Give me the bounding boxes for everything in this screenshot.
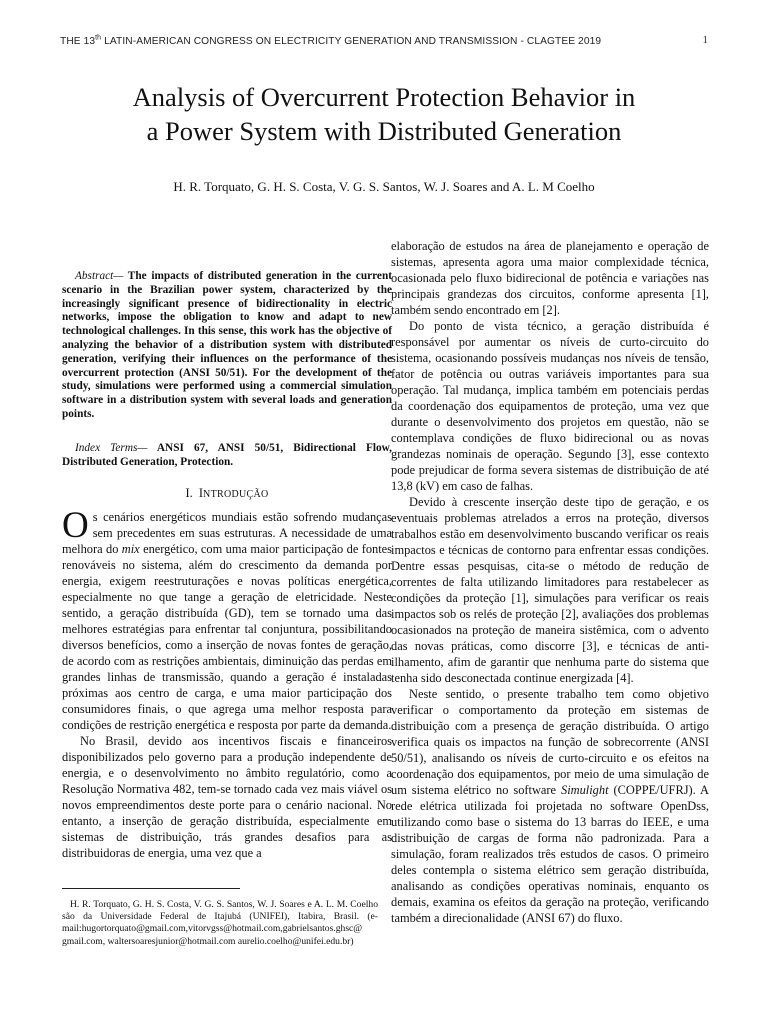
intro-paragraph-1: Os cenários energéticos mundiais estão sofrendo mudanças sem precedentes em suas estruturas. A necessidade de uma melhora do mix energético, com uma maior participação de fontes renováveis no sistema, além do crescimento da demanda por energia, exigem reestruturações e novas políticas energética, especialmente no que tange a geração de eletricidade. Neste sentido, a geração distribuída (GD), tem se tornado uma das melhores estratégias para enfrentar tal conjuntura, possibilitando diversos benefícios, como a inserção de novas fontes de geração, de acordo com as restrições ambientais, diminuição das perdas em grandes linhas de transmissão, quando a geração é instaladas próximas aos centro de carga, e uma maior participação dos consumidores finais, o que agrega uma melhor resposta para condições de restrição energética e resposta por parte da demanda.: [62, 505, 392, 733]
title-line-2: a Power System with Distributed Generation: [146, 116, 622, 146]
index-terms-text: ANSI 67, ANSI 50/51, Bidirectional Flow, Distributed Generation, Protection.: [62, 441, 392, 468]
abstract-text: The impacts of distributed generation in the current scenario in the Brazilian power system, characterized by the increasingly significant presence of bidirectionality in electric networks, impose the obligation to know and adapt to new technological challenges. In this sense, this work has the objective of analyzing the behavior of a distribution system with distributed generation, verifying their influences on the performance of the overcurrent protection (ANSI 50/51). For the development of the study, simulations were performed using a commercial simulation software in a distribution system with several loads and generation points.: [62, 270, 392, 420]
header-text: THE 13th LATIN-AMERICAN CONGRESS ON ELECTRICITY GENERATION AND TRANSMISSION - CLAGTEE 2019: [60, 35, 602, 48]
running-header: [60, 35, 708, 47]
index-terms: [62, 442, 392, 470]
right-paragraph-1: elaboração de estudos na área de planejamento e operação de sistemas, apresenta agora uma maior complexidade técnica, ocasionada pelo fluxo bidirecional de potência e variações nas principais grandezas dos circuitos, conforme apresenta [1], também sendo encontrado em [2].: [391, 239, 709, 317]
abstract: [62, 270, 392, 422]
page-number: 1: [702, 35, 708, 46]
footnote-divider: [62, 888, 240, 889]
index-terms-label: Index Terms—: [75, 441, 148, 454]
right-paragraph-3: Devido à crescente inserção deste tipo de geração, e os eventuais problemas atrelados a erros na proteção, diversos trabalhos estão em desenvolvimento buscando verificar os reais impactos e técnicas de contorno para enfrentar essas condições. Dentre essas pesquisas, cita-se o método de redução de correntes de falta utilizando limitadores para restabelecer as condições da proteção [1], simulações para verificar os reais impactos sob os relés de proteção [2], avaliações dos problemas ocasionados na proteção de maneira sistêmica, com o advento das novas práticas, como discorre [3], e técnicas de anti-ilhamento, afim de garantir que nenhuma parte do sistema que tenha sido desconectada continue energizada [4].: [391, 495, 709, 685]
title-line-1: Analysis of Overcurrent Protection Behavior in: [132, 82, 636, 112]
author-list: H. R. Torquato, G. H. S. Costa, V. G. S. Santos, W. J. Soares and A. L. M Coelho: [173, 179, 595, 194]
right-column: [391, 238, 709, 926]
intro-paragraph-2: No Brasil, devido aos incentivos fiscais e financeiros disponibilizados pelo governo para a produção independente de energia, e o desenvolvimento no âmbito regulatório, como a Resolução Normativa 482, tem-se tornado cada vez mais viável os novos empreendimentos deste porte para o cenário nacional. No entanto, a inserção de geração distribuída, especialmente em sistemas de distribuição, trás grandes desafios para as distribuidoras de energia, uma vez que a: [62, 734, 392, 861]
abstract-label: Abstract—: [75, 270, 124, 282]
right-paragraph-2: Do ponto de vista técnico, a geração distribuída é responsável por aumentar os níveis de curto-circuito do sistema, ocasionando possíveis mudanças nos níveis de tensão, fator de potência ou outras variáveis importantes para sua operação. Tal mudança, implica também em potenciais perdas da coordenação dos equipamentos de proteção, uma vez que durante o desenvolvimento dos projetos em questão, não se contemplava condições de fluxo bidirecional ou as novas grandezas nominais de operação. Segundo [3], esse contexto pode prejudicar de forma severa sistemas de distribuição de até 13,8 (kV) em caso de falhas.: [391, 319, 709, 493]
left-column: [62, 270, 392, 861]
right-paragraph-4: Neste sentido, o presente trabalho tem como objetivo verificar o comportamento da proteção em sistemas de distribuição com a presença de geração distribuída. O artigo verifica quais os impactos na função de sobrecorrente (ANSI 50/51), analisando os níveis de curto-circuito e os efeitos na coordenação dos equipamentos, por meio de uma simulação de um sistema elétrico no software Simulight (COPPE/UFRJ). A rede elétrica utilizada foi projetada no software OpenDss, utilizando como base o sistema do 13 barras do IEEE, e uma distribuição de cargas de forma não padronizada. Para a simulação, foram realizados três estudos de casos. O primeiro deles contempla o sistema elétrico sem geração distribuída, analisando as condições operativas nominais, enquanto os demais, examina os efeitos da geração na proteção, verificando também a direcionalidade (ANSI 67) do fluxo.: [391, 687, 709, 925]
paper-title: [40, 80, 728, 148]
author-footnote: H. R. Torquato, G. H. S. Costa, V. G. S. Santos, W. J. Soares e A. L. M. Coelho são da Universidade Federal de Itajubá (UNIFEI), Itabira, Brasil. (e-mail:hugortorquato@gmail.com,vitorvgss@hotmail.com,gabrielsantos.ghsc@ gmail.com, waltersoaresjunior@hotmail.com aurelio.coelho@unifei.edu.br): [62, 899, 378, 947]
drop-cap: O: [62, 505, 89, 547]
section-heading-introduction: I. INTRODUÇÃO: [185, 486, 269, 501]
